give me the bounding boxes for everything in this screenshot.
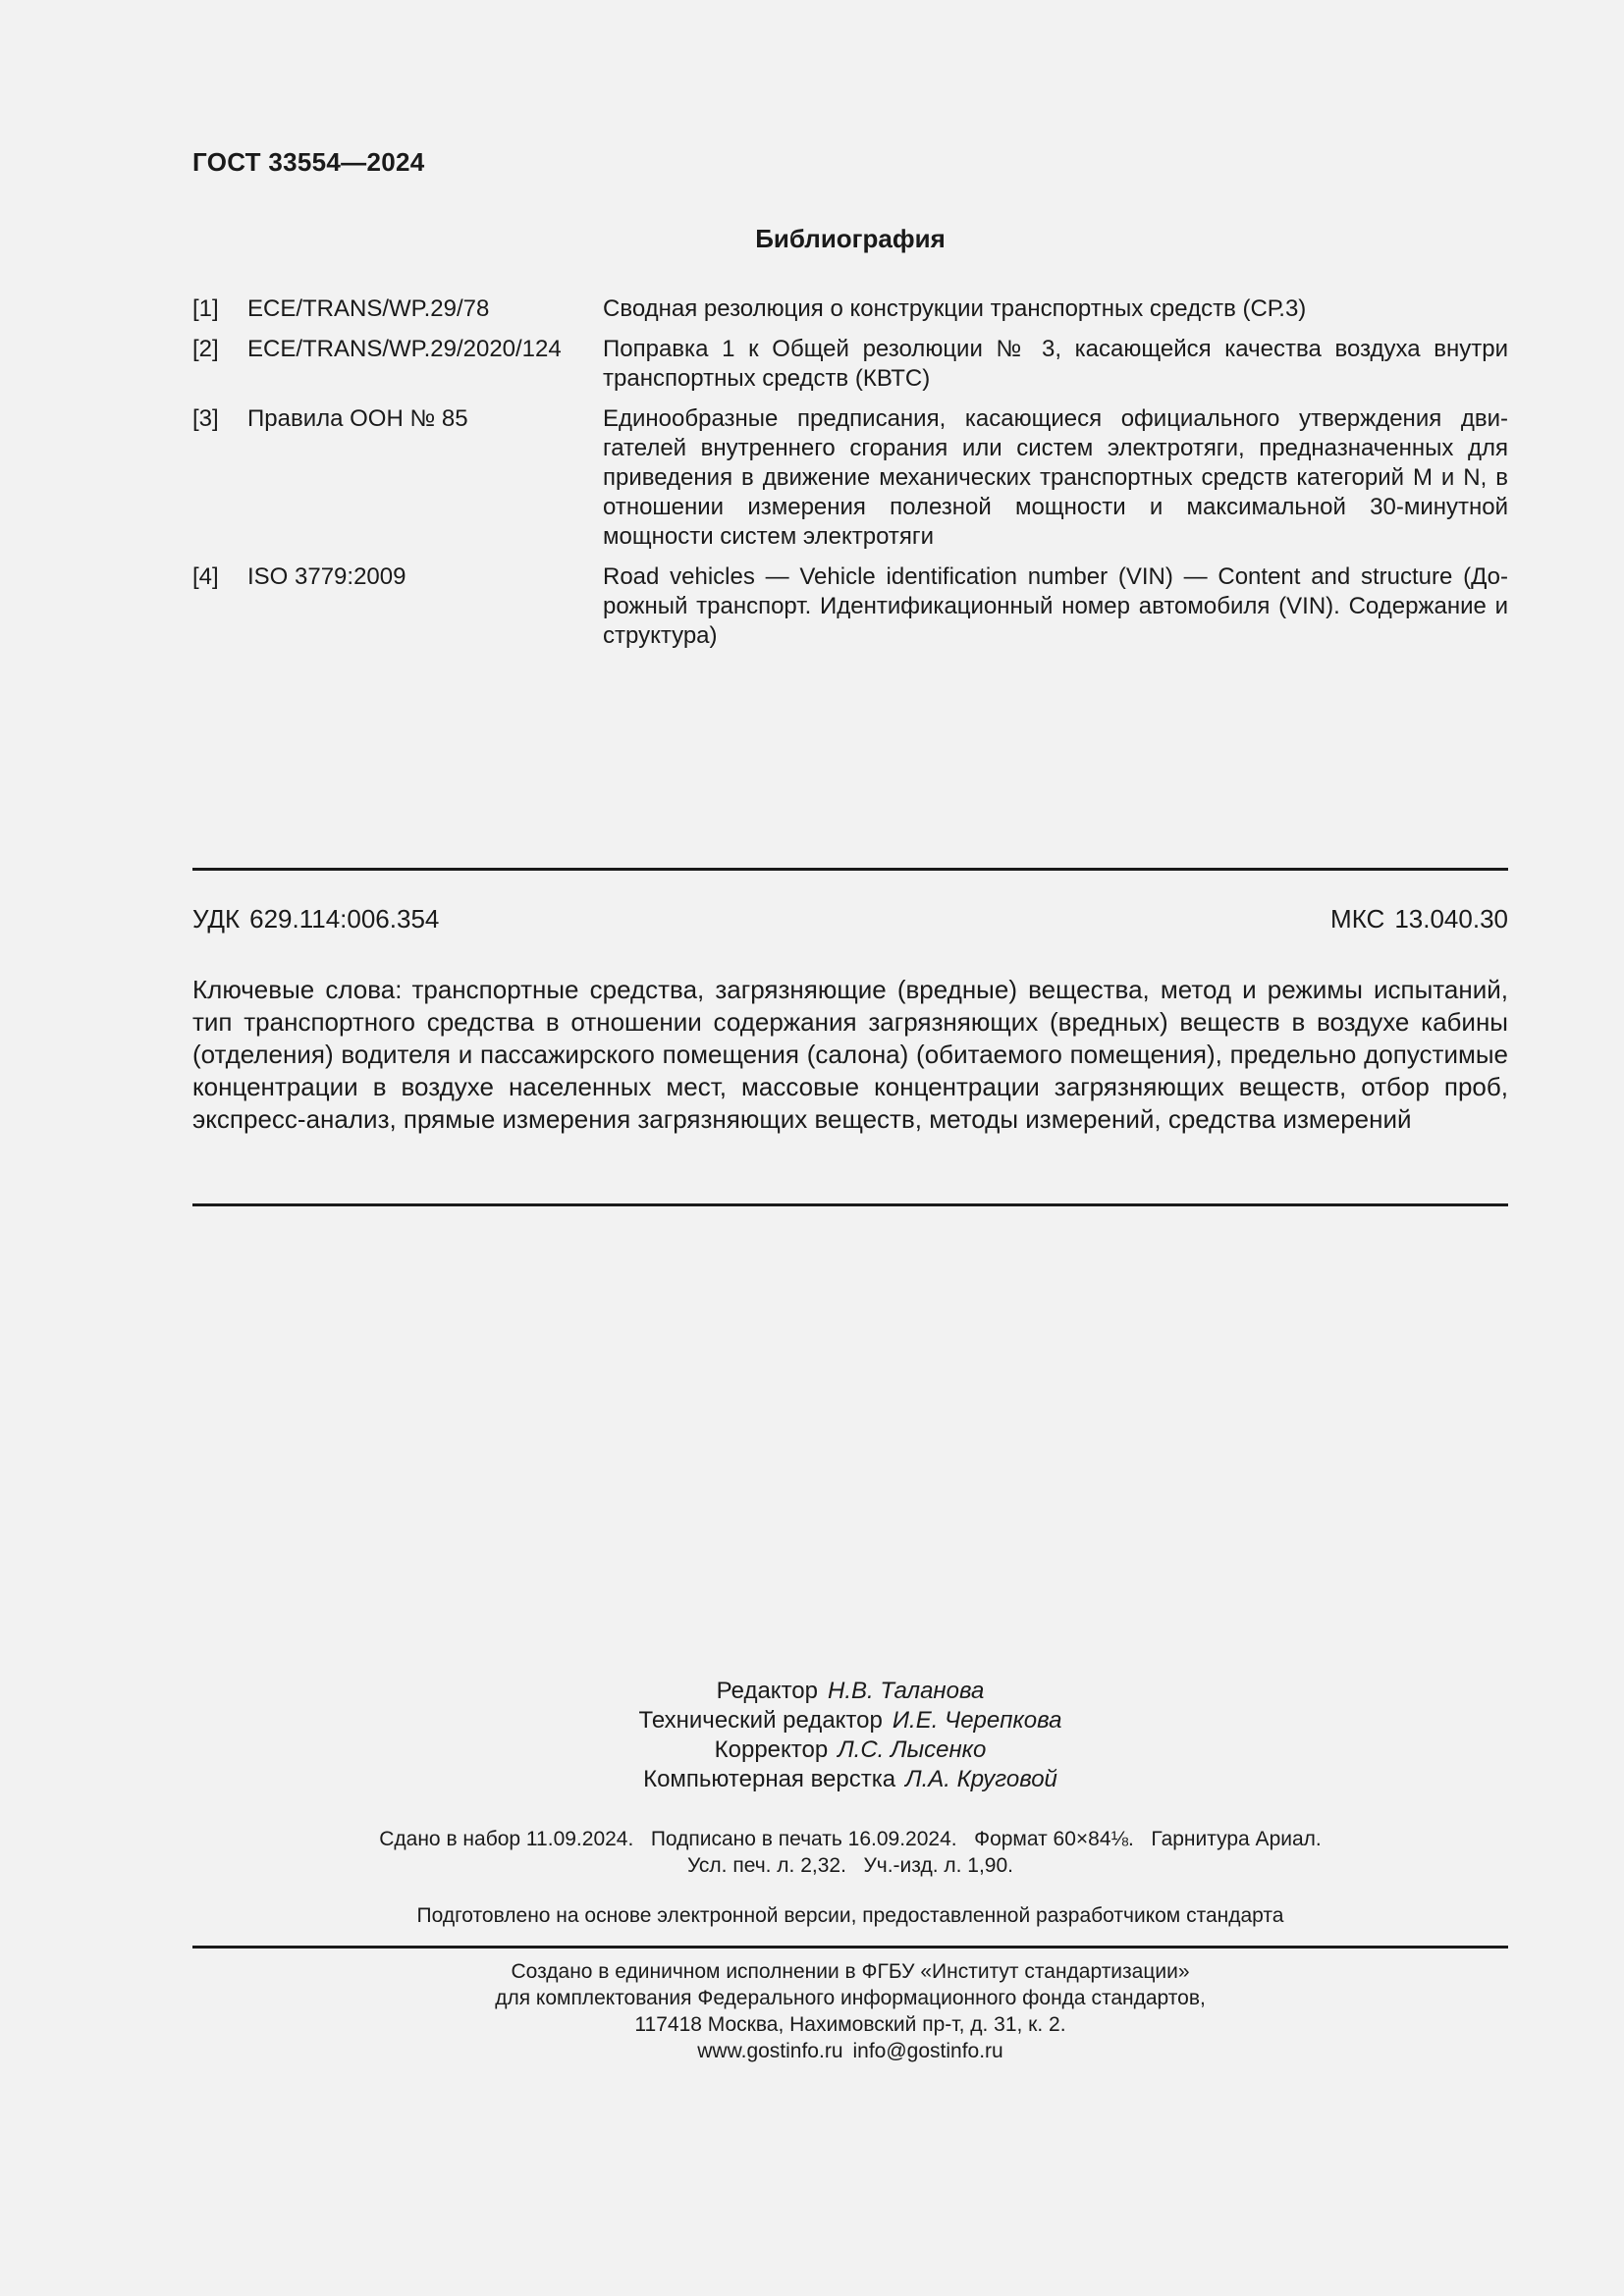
prepared-note: Подготовлено на основе электронной версии, предоставленной разработчиком стандарта xyxy=(416,1904,1284,1927)
entry-number: [4] xyxy=(192,563,219,590)
section-divider-bottom xyxy=(192,1203,1508,1206)
bibliography-entry xyxy=(192,294,1508,324)
entry-description: Road vehicles — Vehicle identification number (VIN) — Content and structure (Дорожный транспорт. Идентификационный номер автомобиля (VIN). Содержание и структура) xyxy=(603,563,1508,649)
udk-code xyxy=(192,904,439,934)
entry-description: Поправка 1 к Общей резолюции № 3, касающейся качества воздуха внутри транспортных средств (КВТС) xyxy=(603,336,1508,392)
imprint-block xyxy=(192,1826,1508,1879)
udk-value: 629.114:006.354 xyxy=(249,904,440,934)
publisher-divider xyxy=(192,1946,1508,1949)
credit-role: Редактор xyxy=(716,1678,818,1704)
keywords-label: Ключевые слова: xyxy=(192,975,403,1004)
entry-number: [2] xyxy=(192,336,219,362)
bibliography-entry xyxy=(192,562,1508,651)
credit-name: Л.А. Круговой xyxy=(905,1766,1057,1792)
entry-code: ECE/TRANS/WP.29/2020/124 xyxy=(247,336,562,362)
credit-line xyxy=(192,1765,1508,1794)
bibliography-entry xyxy=(192,335,1508,394)
publisher-line: Создано в единичном исполнении в ФГБУ «Институт стандартизации» xyxy=(511,1960,1190,1983)
email-link[interactable]: info@gostinfo.ru xyxy=(852,2040,1003,2062)
bibliography-list xyxy=(192,294,1508,662)
entry-description: Сводная резолюция о конструкции транспортных средств (СР.3) xyxy=(603,295,1307,322)
website-link[interactable]: www.gostinfo.ru xyxy=(697,2040,843,2062)
bibliography-title: Библиография xyxy=(755,224,946,253)
entry-code: ECE/TRANS/WP.29/78 xyxy=(247,295,490,322)
credit-name: И.Е. Черепкова xyxy=(892,1707,1062,1734)
mks-label: МКС xyxy=(1330,904,1385,934)
section-divider-top xyxy=(192,868,1508,871)
credit-role: Технический редактор xyxy=(638,1707,883,1734)
entry-code: Правила ООН № 85 xyxy=(247,405,468,432)
imprint-line: Сдано в набор 11.09.2024. Подписано в печать 16.09.2024. Формат 60×84⅛. Гарнитура Ариал. xyxy=(379,1828,1322,1850)
publisher-line: 117418 Москва, Нахимовский пр-т, д. 31, к. 2. xyxy=(634,2013,1066,2036)
publisher-block xyxy=(192,1958,1508,2064)
credit-line xyxy=(192,1735,1508,1765)
credits-block xyxy=(192,1677,1508,1794)
mks-value: 13.040.30 xyxy=(1394,904,1508,934)
mks-code xyxy=(1330,904,1508,934)
credit-name: Л.С. Лысенко xyxy=(838,1736,987,1763)
entry-code: ISO 3779:2009 xyxy=(247,563,406,590)
entry-number: [3] xyxy=(192,405,219,432)
entry-number: [1] xyxy=(192,295,219,322)
imprint-line: Усл. печ. л. 2,32. Уч.-изд. л. 1,90. xyxy=(686,1854,1013,1877)
credit-line xyxy=(192,1706,1508,1735)
credit-role: Компьютерная верстка xyxy=(643,1766,896,1792)
bibliography-entry xyxy=(192,404,1508,552)
keywords-paragraph xyxy=(192,974,1508,1136)
classification-row xyxy=(192,904,1508,934)
publisher-line: для комплектования Федерального информационного фонда стандартов, xyxy=(495,1987,1206,2009)
credit-line xyxy=(192,1677,1508,1706)
entry-description: Единообразные предписания, касающиеся официального утверждения двигателей внутреннего сгорания или систем электротяги, предназначенных для приведения в движение механических транспортных средств категорий М и N, в отношении измерения полезной мощности и максимальной 30-минутной мощности систем электротяги xyxy=(603,405,1508,550)
udk-label: УДК xyxy=(192,904,241,934)
publisher-contacts xyxy=(192,2038,1508,2064)
document-code: ГОСТ 33554—2024 xyxy=(192,147,425,177)
credit-name: Н.В. Таланова xyxy=(827,1678,985,1704)
credit-role: Корректор xyxy=(714,1736,829,1763)
keywords-text: транспортные средства, загрязняющие (вредные) вещества, метод и режимы испытаний, тип транспортного средства в отношении содержания загрязняющих (вредных) веществ в воздухе кабины (отделения) водителя и пассажирского помещения (салона) (обитаемого помещения), предельно допустимые концентрации в воздухе населенных мест, массовые концентрации загрязняющих веществ, отбор проб, экспресс-анализ, прямые измерения загрязняющих веществ, методы измерений, средства измерений xyxy=(192,975,1509,1134)
